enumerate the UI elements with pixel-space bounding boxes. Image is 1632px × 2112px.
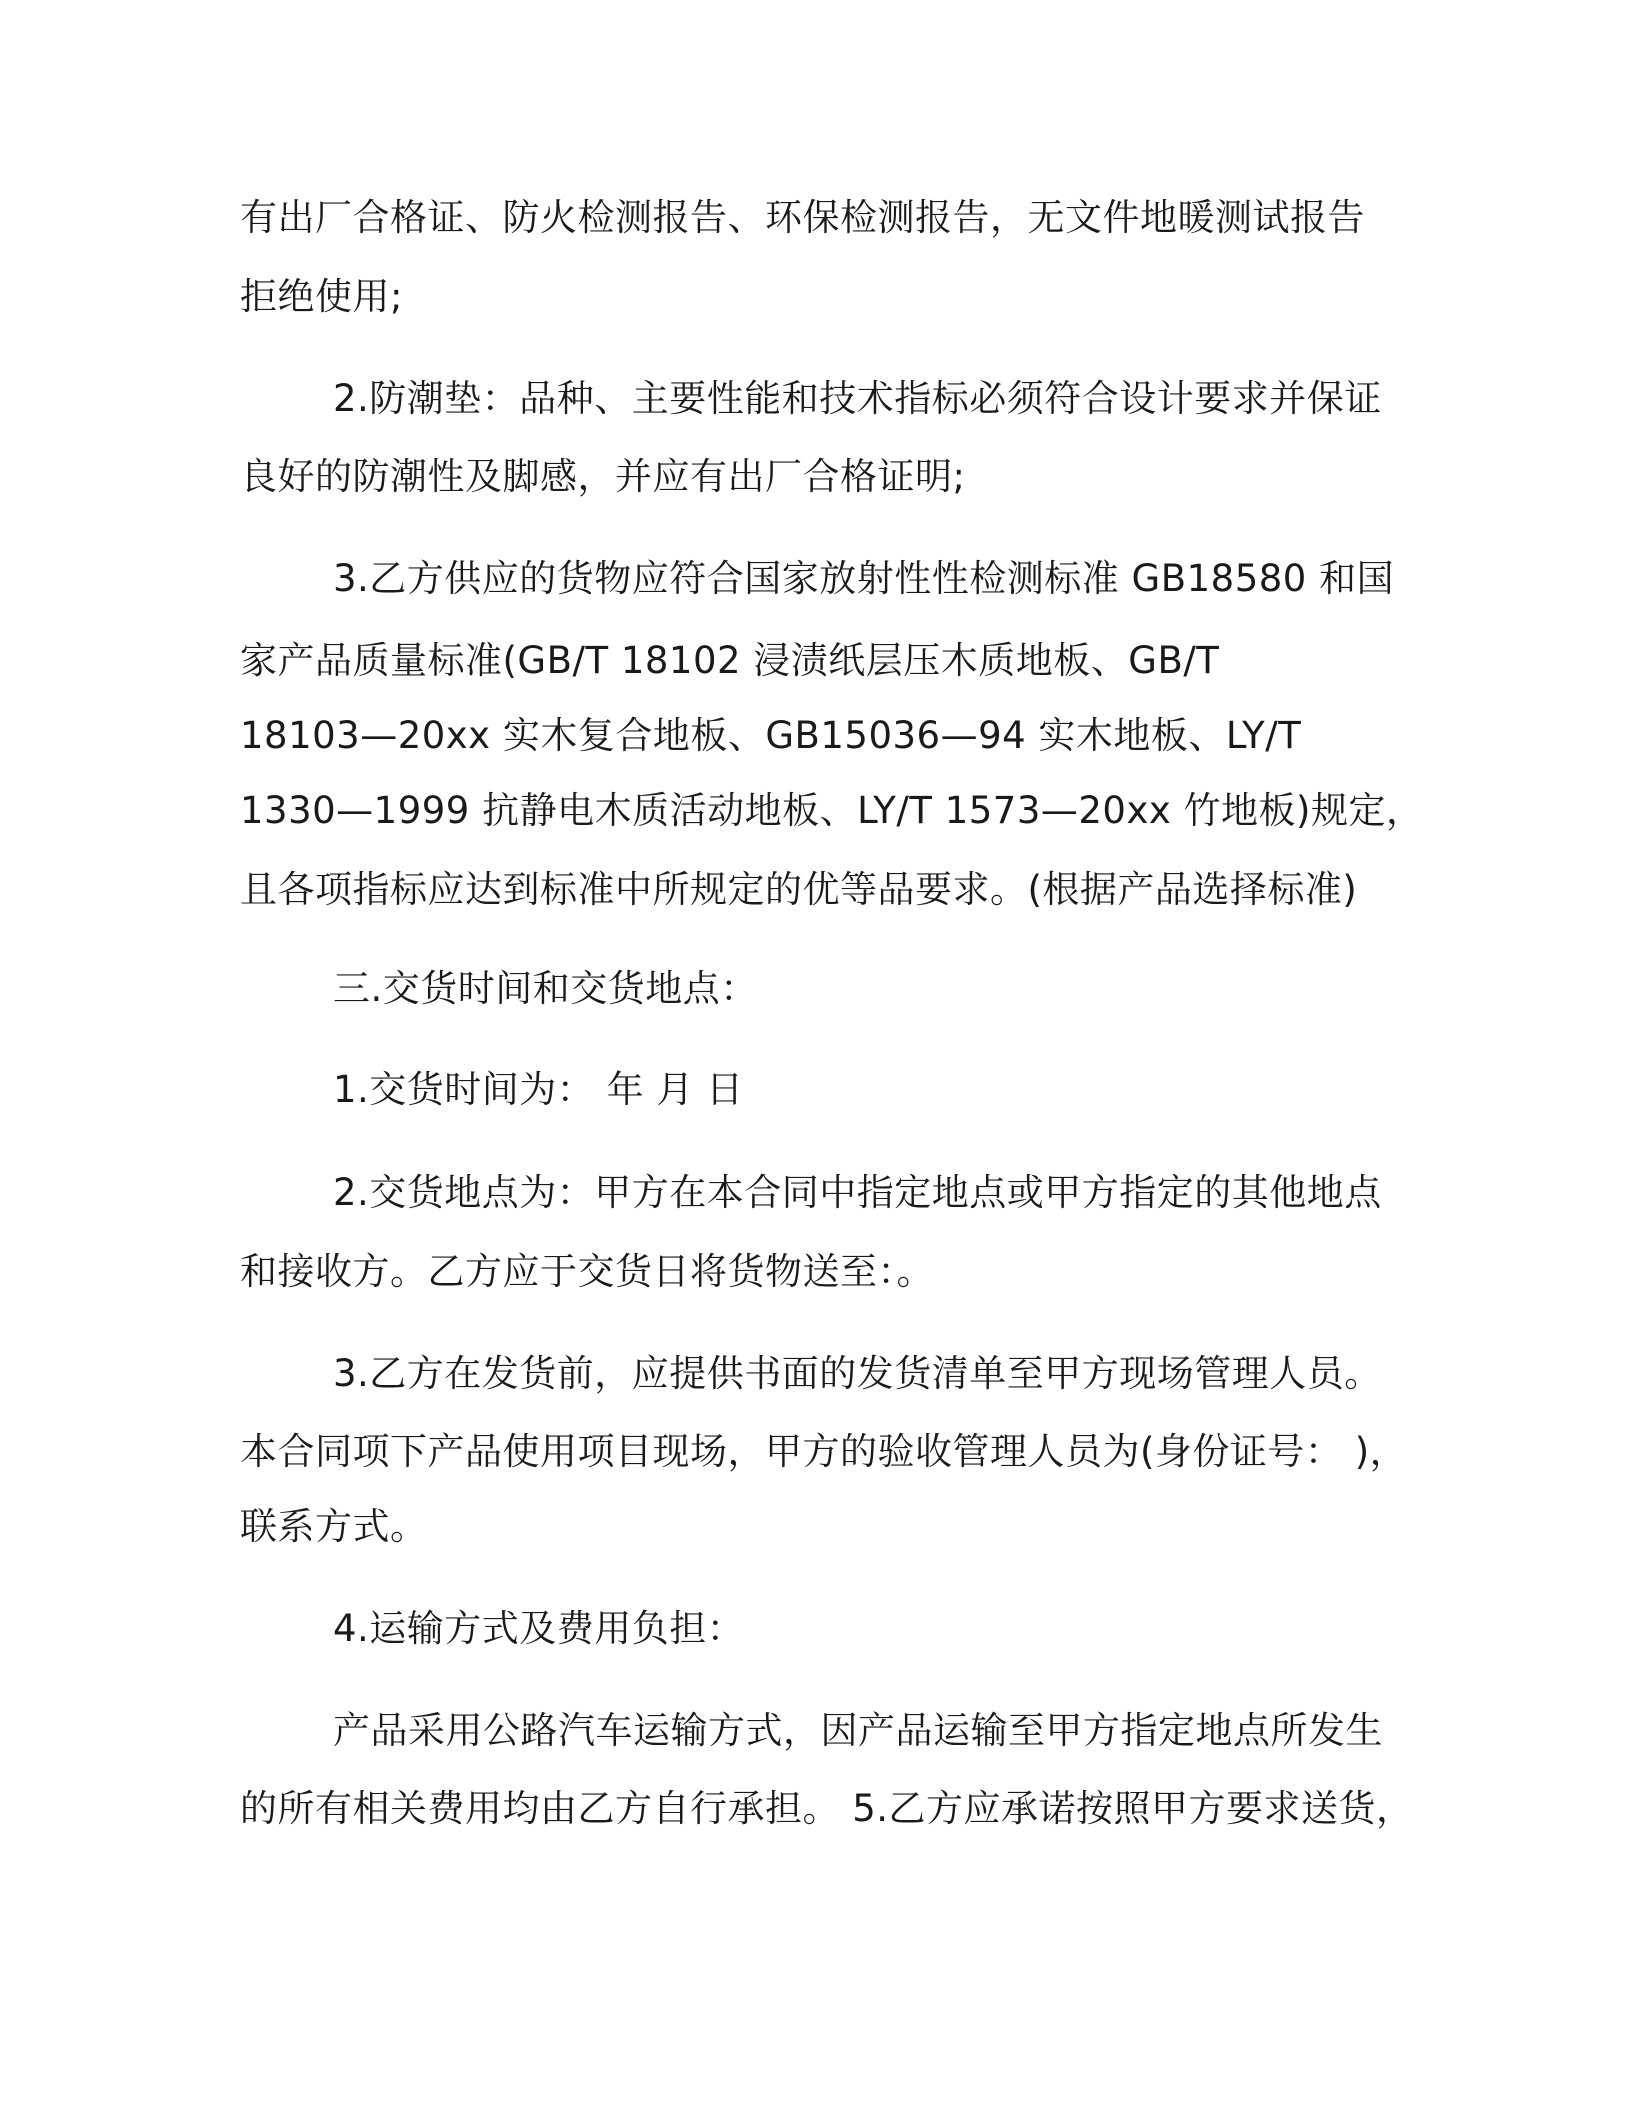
text-line: 家产品质量标准(GB/T 18102 浸渍纸层压木质地板、GB/T xyxy=(240,639,1220,682)
text-line: 4.运输方式及费用负担： xyxy=(333,1607,745,1650)
text-line: 联系方式。 xyxy=(240,1505,428,1548)
text-line: 的所有相关费用均由乙方自行承担。 5.乙方应承诺按照甲方要求送货， xyxy=(240,1787,1414,1830)
text-line: 良好的防潮性及脚感，并应有出厂合格证明; xyxy=(240,455,966,498)
text-line: 1330—1999 抗静电木质活动地板、LY/T 1573—20xx 竹地板)规定， xyxy=(240,789,1424,832)
text-line: 有出厂合格证、防火检测报告、环保检测报告，无文件地暖测试报告 xyxy=(240,196,1365,239)
text-line: 1.交货时间为： 年 月 日 xyxy=(333,1068,744,1111)
text-line: 2.交货地点为：甲方在本合同中指定地点或甲方指定的其他地点 xyxy=(333,1171,1382,1214)
text-line: 3.乙方在发货前，应提供书面的发货清单至甲方现场管理人员。 xyxy=(333,1352,1382,1395)
text-line: 且各项指标应达到标准中所规定的优等品要求。(根据产品选择标准) xyxy=(240,868,1358,911)
text-line: 3.乙方供应的货物应符合国家放射性性检测标准 GB18580 和国 xyxy=(333,557,1395,600)
section-heading: 三.交货时间和交货地点： xyxy=(333,967,758,1010)
text-line: 拒绝使用; xyxy=(240,275,403,318)
text-line: 和接收方。乙方应于交货日将货物送至：。 xyxy=(240,1250,934,1293)
text-line: 产品采用公路汽车运输方式，因产品运输至甲方指定地点所发生 xyxy=(333,1709,1383,1752)
text-line: 本合同项下产品使用项目现场，甲方的验收管理人员为(身份证号： )， xyxy=(240,1430,1408,1473)
text-line: 2.防潮垫：品种、主要性能和技术指标必须符合设计要求并保证 xyxy=(333,377,1382,420)
text-line: 18103—20xx 实木复合地板、GB15036—94 实木地板、LY/T xyxy=(240,714,1302,757)
